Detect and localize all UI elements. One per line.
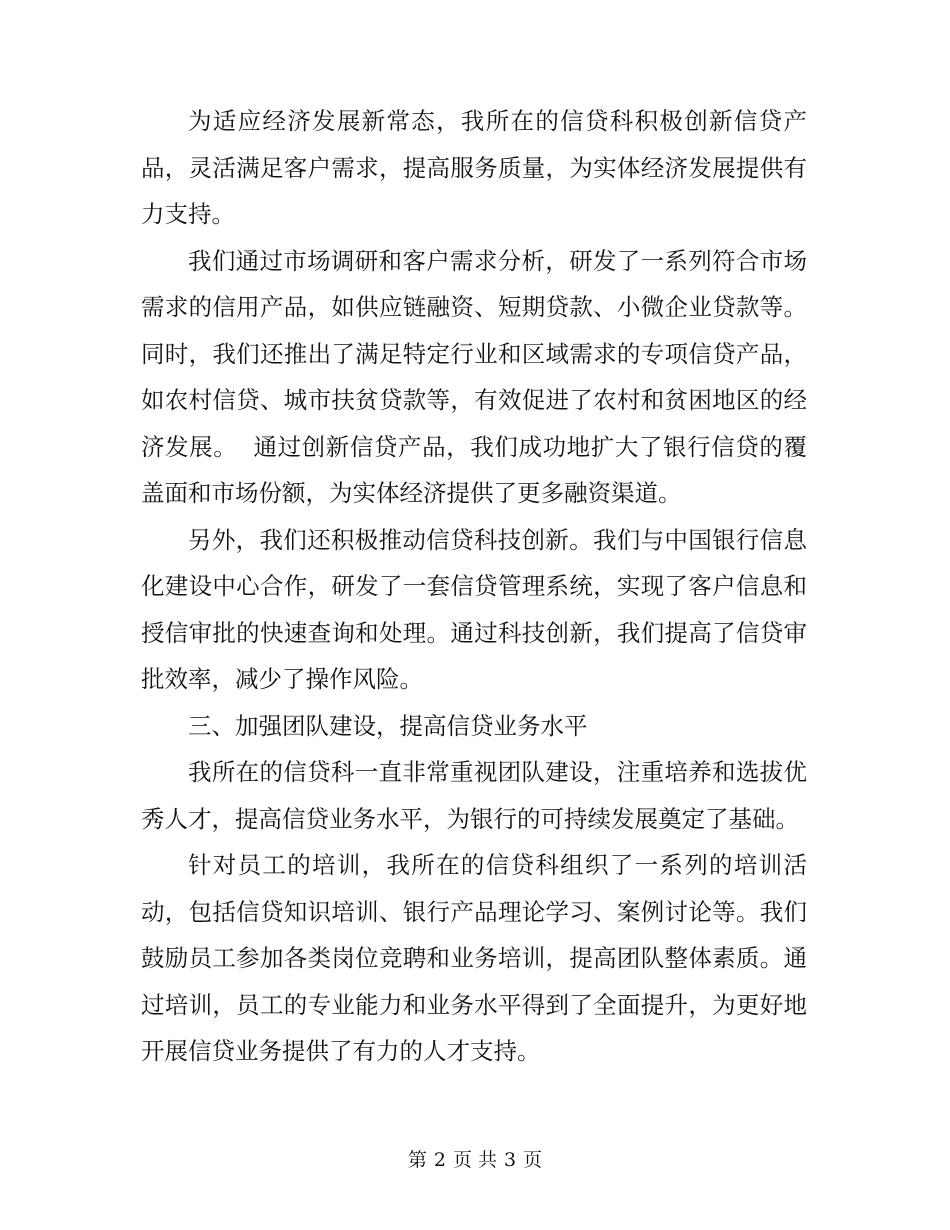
document-body [141, 98, 807, 1075]
paragraph: 另外，我们还积极推动信贷科技创新。我们与中国银行信息化建设中心合作，研发了一套信贷管理系统，实现了客户信息和授信审批的快速查询和处理。通过科技创新，我们提高了信贷审批效率，减少了操作风险。 [141, 525, 807, 693]
paragraph: 我所在的信贷科一直非常重视团队建设，注重培养和选拔优秀人才，提高信贷业务水平，为银行的可持续发展奠定了基础。 [141, 758, 807, 833]
page-label-suffix: 页 [523, 1149, 543, 1171]
total-pages-number: 3 [504, 1149, 517, 1171]
paragraph: 针对员工的培训，我所在的信贷科组织了一系列的培训活动，包括信贷知识培训、银行产品理论学习、案例讨论等。我们鼓励员工参加各类岗位竞聘和业务培训，提高团队整体素质。通过培训，员工的专业能力和业务水平得到了全面提升，为更好地开展信贷业务提供了有力的人才支持。 [141, 851, 807, 1065]
section-heading: 三、加强团队建设，提高信贷业务水平 [188, 711, 588, 740]
paragraph: 我们通过市场调研和客户需求分析，研发了一系列符合市场需求的信用产品，如供应链融资、短期贷款、小微企业贷款等。同时，我们还推出了满足特定行业和区域需求的专项信贷产品，如农村信贷、城市扶贫贷款等，有效促进了农村和贫困地区的经济发展。 通过创新信贷产品，我们成功地扩大了银行信贷的覆盖面和市场份额，为实体经济提供了更多融资渠道。 [141, 246, 807, 507]
current-page-number: 2 [433, 1149, 446, 1171]
page-label-mid: 页 共 [452, 1149, 498, 1171]
page-footer [0, 1147, 950, 1173]
paragraph: 为适应经济发展新常态，我所在的信贷科积极创新信贷产品，灵活满足客户需求，提高服务质量，为实体经济发展提供有力支持。 [141, 107, 807, 228]
page-label-prefix: 第 [407, 1149, 427, 1171]
